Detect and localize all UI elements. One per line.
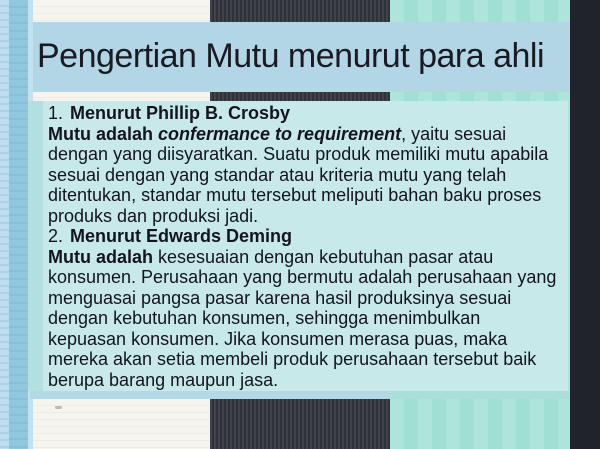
slide-title: Pengertian Mutu menurut para ahli	[37, 36, 545, 75]
section-1-body: , yaitu sesuai dengan yang diisyaratkan. Suatu produk memiliki mutu apabila sesuai dengan yang standar atau kriteria mutu yang telah ditentukan, standar mutu tersebut meliputi bahan baku proses produks dan produksi jadi.	[48, 123, 549, 226]
section-1-lead-bold: Mutu adalah	[48, 123, 159, 144]
footer-strip	[30, 391, 570, 399]
section-1-heading	[48, 103, 563, 124]
smudge-mark	[55, 406, 62, 409]
section-1-number: 1.	[48, 103, 64, 123]
section-1-paragraph	[48, 124, 563, 227]
content-text	[48, 103, 563, 390]
bg-stripe-left-outer	[0, 0, 9, 449]
section-2-body: kesesuaian dengan kebutuhan pasar atau konsumen. Perusahaan yang bermutu adalah perusahaan yang menguasai pangsa pasar karena hasil produksinya sesuai dengan kebutuhan konsumen, sehingga menimbulkan kepuasan konsumen. Jika konsumen merasa puas, maka mereka akan setia membeli produk perusahaan tersebut baik berupa barang maupun jasa.	[48, 246, 557, 390]
content-box	[28, 101, 568, 391]
section-2-paragraph	[48, 247, 563, 391]
bg-stripe-right-dark	[570, 0, 600, 449]
content-box-left-edge	[28, 101, 43, 391]
title-banner	[33, 22, 570, 92]
section-1-lead-italic: confermance to requirement	[158, 123, 402, 144]
section-2-heading-text: Menurut Edwards Deming	[70, 226, 293, 246]
bg-stripe-left-blue	[9, 0, 28, 449]
section-1-heading-text: Menurut Phillip B. Crosby	[70, 103, 291, 123]
section-2-lead-bold: Mutu adalah	[48, 246, 154, 267]
section-2-heading	[48, 226, 563, 247]
section-2-number: 2.	[48, 226, 64, 246]
